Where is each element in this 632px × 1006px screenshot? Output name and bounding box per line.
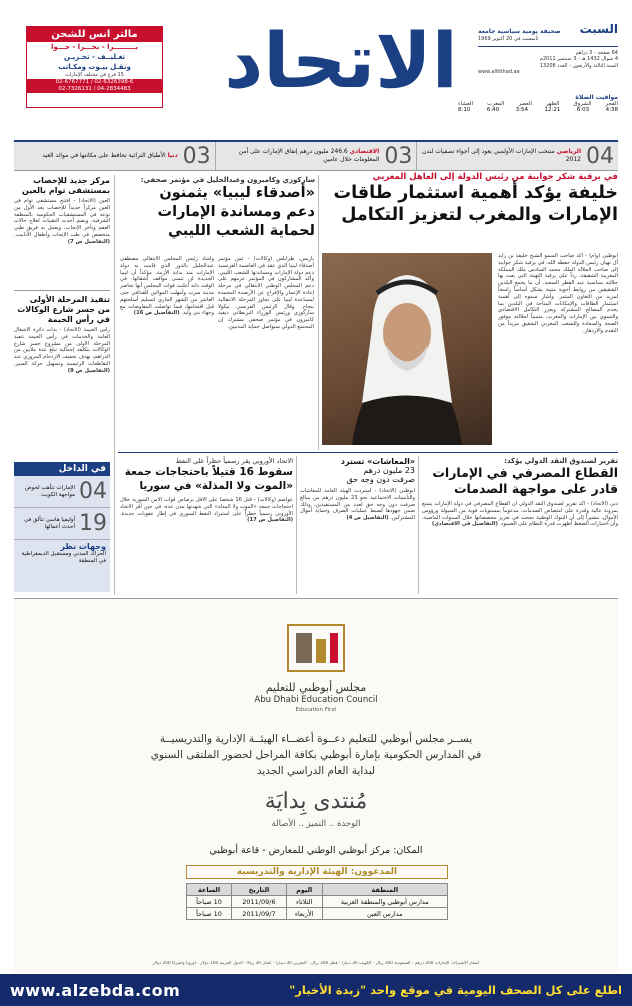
teaser-sports[interactable]: [416, 142, 618, 170]
adec-ad[interactable]: [14, 598, 618, 973]
side-body-text: العين (الاتحاد) - افتتح مستشفى توام في العين مركزاً جديداً للإخصاب يعد الأول من نوعه في المستشفيات الحكومية بالمنطقة الشرقية، ويضم أحدث التقنيات لعلاج حالات العقم وتأخر الإنجاب، ويعمل به فريق طبي متخصص في طب الإنجاب وأطفال الأنابيب.: [14, 198, 110, 238]
libya-body-left: [120, 256, 214, 448]
adec-invite-1: يســر مجلس أبوظبي للتعليم دعــوة أعضــاء الهيئــة الإدارية والتدريسيــة: [159, 733, 473, 745]
teaser-section: الاقتصادي: [349, 148, 380, 155]
pension-story: [300, 457, 415, 576]
teaser-text: 246.6 مليون درهم إنفاق الإمارات على أمن المعلومات خلال عامين: [238, 148, 380, 163]
masthead: [0, 0, 632, 140]
libya-body-text: وأشاد رئيس المجلس الانتقالي مصطفى عبدالجليل بالدور الذي قامت به دولة الإمارات منذ بداية الأزمة، مؤكداً أن ليبيا الجديدة لن تنسى مواقف أشقائها. في الوقت ذاته أعلنت قوات المجلس أنها تحاصر مدينة سرت وأمهلت الموالين للقذافي حتى العاشر من الشهر الجاري لتسليم أسلحتهم قبل اقتحامها، فيما تواصلت المفاوضات مع وجهاء بني وليد.: [120, 256, 214, 317]
footer-banner[interactable]: [0, 974, 632, 1006]
views-text[interactable]: الحراك المدني ومستقبل الديمقراطية في المنطقة: [21, 551, 106, 564]
imf-ref: (التفاصيل في الاقتصادي): [431, 521, 498, 528]
teaser-donia[interactable]: [14, 142, 215, 170]
schedule-header-row: [187, 884, 448, 896]
libya-headline-1[interactable]: «أصدقاء ليبيا» يثمنون: [159, 185, 315, 201]
shipping-ad-line3: ونقـل بيـوت ومكـاتب: [58, 63, 131, 71]
syria-ref: (التفاصيل ص 17): [247, 517, 293, 524]
syria-headline-1[interactable]: سقوط 16 قتيلاً باحتجاجات جمعة: [124, 466, 293, 478]
teaser-economy[interactable]: [215, 142, 417, 170]
schedule-cell: 10 صباحاً: [187, 896, 232, 908]
syria-body: [120, 497, 293, 577]
libya-headline-3[interactable]: لحماية الشعب الليبي: [168, 223, 315, 239]
teaser-text: الأطباق التراثية تحافظ على مكانتها في موائد العيد: [42, 152, 166, 159]
side-head1-body: [14, 198, 110, 286]
schedule-header: اليوم: [286, 884, 322, 896]
adec-council-en: Abu Dhabi Education Council: [254, 695, 378, 705]
issue-info: [478, 22, 618, 76]
schedule-cell: الثلاثاء: [286, 896, 322, 908]
side-head1-line1[interactable]: مركز جديد للإخصاب: [33, 176, 110, 185]
prayer-time: 8:10: [458, 107, 471, 113]
imf-headline-2[interactable]: قادر على مواجهة الصدمات: [453, 481, 618, 496]
adec-tag: Education First: [295, 707, 337, 713]
forum-title: مُنتدى بِدايَة: [264, 789, 368, 814]
table-row: [187, 908, 448, 920]
pension-headline-2[interactable]: صرفت دون وجه حق: [346, 475, 415, 484]
schedule-cell: 2011/09/6: [232, 896, 287, 908]
pension-body: [300, 488, 415, 576]
teaser-bar: [14, 140, 618, 171]
prayer-name: العصر: [518, 101, 532, 107]
adec-invitees: المدعوون: الهيئة الإدارية والتدريسية: [186, 865, 448, 879]
lead-story: [318, 172, 618, 226]
table-row: [187, 896, 448, 908]
portrait-illustration: [322, 253, 492, 445]
adec-invite-2: في المدارس الحكومية بإمارة أبوظبي بكافة المراحل لحضور الملتقى السنوي: [150, 749, 482, 761]
adec-logo-icon: [284, 621, 348, 675]
side-ref: (التفاصيل ص 7): [67, 238, 110, 245]
footer-slogan: اطلع على كل الصحف اليومية في موقع واحد "زبدة الأخبار": [289, 983, 622, 997]
pension-kicker: «المعاشات» تسترد: [340, 457, 415, 466]
side-head2-line1[interactable]: تنفيذ المرحلة الأولى: [29, 295, 110, 304]
issue-line3: السنة الثالثة والأربعون - العدد 13208: [539, 62, 618, 69]
inside-item[interactable]: [14, 508, 110, 540]
shipping-ad-line1: بـــــــــرا - بحـــرا - جـــوا: [50, 43, 139, 51]
teaser-number: 03: [384, 143, 413, 169]
schedule-table: [186, 883, 448, 920]
imf-kicker: تقرير لصندوق النقد الدولي يؤكد:: [504, 457, 618, 465]
imf-body-text: دبي (الاتحاد) - أكد تقرير لصندوق النقد الدولي أن القطاع المصرفي في دولة الإمارات يتمتع بمرونة عالية وقدرة على امتصاص الصدمات، مدعوماً بمستويات قوية من السيولة ورؤوس الأموال، مشيراً إلى أن البنوك الوطنية نجحت في تعزيز مخصصاتها خلال السنوات الماضية، وأن اختبارات الضغط أظهرت قدرة النظام على الصمود.: [422, 501, 618, 528]
shipping-ad-title: مالتر انس للشحن: [27, 27, 162, 42]
issue-line1: 64 صفحة - 3 دراهم: [575, 49, 618, 56]
imf-headline-1[interactable]: القطاع المصرفي في الإمارات: [432, 465, 618, 480]
lead-body-col1: [498, 253, 618, 445]
subscription-prices: أسعار الاشتراك: الإمارات 200 درهم - السعودية 300 ريال - الكويت 30 ديناراً - قطر 300 ريال - البحرين 30 ديناراً - عُمان 30 ريالاً - الدول العربية 100 دولار - أوروبا وأميركا 200 دولار: [152, 961, 480, 966]
side-ref: (التفاصيل ص 9): [67, 367, 110, 374]
teaser-number: 03: [182, 143, 211, 169]
side-body-text: رأس الخيمة (الاتحاد) - بدأت دائرة الأشغال العامة والخدمات في رأس الخيمة تنفيذ المرحلة الأولى من مشروع جسر شارع الوكالات بتكلفة إجمالية تبلغ عدة ملايين من الدراهم، بهدف تخفيف الازدحام المروري عند التقاطعات الرئيسية وتسهيل حركة السير.: [14, 327, 110, 367]
imf-story: [422, 457, 618, 573]
libya-continued: (التفاصيل ص 16): [133, 310, 180, 317]
lead-body-2: وأشار سموه إلى أهمية استثمار الطاقات والإمكانات المتاحة في البلدين بما يخدم المصالح المشتركة ويعزز التكامل الاقتصادي والتنموي بين الإمارات والمغرب، متمنياً لجلالته موفور الصحة والسعادة وللشعب المغربي الشقيق مزيداً من التقدم والازدهار.: [498, 293, 618, 334]
prayer-times: [458, 94, 618, 113]
masthead-day: السبت: [579, 22, 618, 36]
lead-photo: [322, 253, 492, 445]
lead-headline-2[interactable]: الإمارات والمغرب لتعزيز التكامل: [341, 205, 618, 225]
syria-body-text: عواصم (وكالات) - قتل 16 شخصاً على الأقل برصاص قوات الأمن السورية خلال احتجاجات جمعة «الموت ولا المذلة» التي شهدتها مدن عدة، في حين أقر الاتحاد الأوروبي رسمياً حظراً على استيراد النفط السوري في إطار عقوبات جديدة.: [120, 497, 293, 517]
inside-title: في الداخل: [14, 462, 110, 476]
prayer-time: 6:40: [486, 107, 500, 113]
schedule-cell: الأربعاء: [286, 908, 322, 920]
prayer-time: 6:03: [576, 107, 590, 113]
libya-body-text: باريس، طرابلس (وكالات) - ثمن مؤتمر أصدقاء ليبيا الذي عقد في العاصمة الفرنسية دعم دولة الإمارات ومساندتها للشعب الليبي، وأكد المشاركون في المؤتمر عزمهم على دعم المجلس الوطني الانتقالي في مرحلة إعادة الإعمار والإفراج عن الأرصدة المجمدة لمساعدة ليبيا على تجاوز المرحلة الانتقالية بنجاح. وقال الرئيس الفرنسي نيكولا ساركوزي ورئيس الوزراء البريطاني ديفيد كاميرون في مؤتمر صحفي مشترك إن المجتمع الدولي سيواصل حماية المدنيين.: [218, 256, 314, 330]
libya-headline-2[interactable]: دعم ومساندة الإمارات: [157, 204, 315, 220]
libya-body-right: [218, 256, 314, 448]
pension-ref: (التفاصيل ص 4): [346, 515, 389, 522]
logo-text: الاتحاد: [224, 15, 458, 105]
libya-story: [120, 176, 315, 241]
prayer-name: الشروق: [573, 101, 592, 107]
inside-text: أوليفيا هاسي تتألق في أحدث أعمالها: [24, 516, 75, 530]
prayer-name: المغرب: [487, 101, 505, 107]
adec-emblem: [284, 621, 348, 675]
masthead-tagline: صحيفة يومية سياسية جامعة: [478, 28, 561, 35]
side-head2-line3[interactable]: في رأس الخيمة: [47, 315, 110, 324]
inside-box: [14, 462, 110, 592]
inside-number: 19: [79, 511, 107, 536]
inside-number: 04: [79, 479, 107, 504]
teaser-number: 04: [586, 143, 614, 169]
shipping-ad-phones2: 02-7326131 / 04-2834483: [27, 86, 162, 93]
schedule-cell: مدارس العين: [322, 908, 447, 920]
lead-headline-1[interactable]: خليفة يؤكد أهمية استثمار طاقات: [333, 183, 618, 203]
forum-subtitle: الوحدة .. التميز .. الأصالة: [271, 819, 361, 829]
syria-kicker: الاتحاد الأوروبي يقر رسمياً حظراً على النفط: [175, 457, 293, 465]
imf-body: [422, 501, 618, 573]
prayer-time: 4:38: [605, 107, 618, 113]
lead-kicker: في برقية شكر جوابية من رئيس الدولة إلى العاهل المغربي: [372, 172, 618, 182]
side-head2-line2[interactable]: من جسر شارع الوكالات: [17, 305, 110, 314]
adec-invite-3: لبداية العام الدراسي الجديد: [256, 765, 376, 777]
schedule-header: التاريخ: [232, 884, 287, 896]
inside-item[interactable]: [14, 476, 110, 508]
teaser-text: منتخب الإمارات الأولمبي يعود إلى أجواء تصفيات لندن 2012: [422, 148, 581, 163]
shipping-ad-phones1: 02-6767771 / 02-6326398-6: [27, 79, 162, 86]
schedule-cell: مدارس أبوظبي والمنطقة الغربية: [322, 896, 447, 908]
adec-venue: المكان: مركز أبوظبي الوطني للمعارض - قاعة أبوظبي: [209, 845, 423, 856]
pension-headline-1[interactable]: 23 مليون درهم: [363, 466, 415, 475]
teaser-section: دنيا: [167, 152, 178, 159]
side-head2-body: [14, 327, 110, 425]
masthead-website[interactable]: www.alittihad.ae: [478, 69, 520, 76]
schedule-cell: 10 صباحاً: [187, 908, 232, 920]
footer-site[interactable]: www.alzebda.com: [10, 980, 181, 1000]
prayer-name: العشاء: [458, 101, 474, 107]
shipping-ad-line4: 15 فرع في مختلف الإمارات: [65, 72, 124, 78]
lead-body-1: أبوظبي (وام) - أكد صاحب السمو الشيخ خليفة بن زايد آل نهيان رئيس الدولة حفظه الله، في برقية شكر جوابية إلى صاحب الجلالة الملك محمد السادس ملك المملكة المغربية الشقيقة، رداً على برقية التهنئة التي بعث بها جلالته بمناسبة عيد الفطر السعيد، أن ما يجمع البلدين الشقيقين من روابط أخوية متينة يشكل أساساً راسخاً لمزيد من التعاون المثمر.: [498, 253, 618, 300]
prayer-time: 12:21: [544, 107, 561, 113]
schedule-header: الساعة: [187, 884, 232, 896]
schedule-cell: 2011/09/7: [232, 908, 287, 920]
side-head1-line2[interactable]: بمستشفى توام بالعين: [22, 186, 110, 195]
teaser-section: الرياضي: [556, 148, 581, 155]
prayer-name: الفجر: [605, 101, 618, 107]
shipping-ad-line2: تغـليــف - تخـزيـن: [63, 53, 126, 61]
syria-headline-2[interactable]: «الموت ولا المذلة» في سوريا: [139, 480, 293, 492]
newspaper-logo: [196, 10, 486, 110]
issue-line2: 4 شوال 1432 هـ - 3 سبتمبر 2011م: [539, 56, 618, 63]
shipping-ad[interactable]: [26, 26, 163, 108]
syria-story: [120, 457, 293, 577]
views-title: وجهات نظر: [60, 542, 106, 551]
prayer-time: 3:54: [515, 107, 529, 113]
inside-text: الإمارات تتأهب لخوض مواجهة الكويت: [24, 484, 75, 498]
adec-council-ar: مجلس أبوظبي للتعليم: [265, 681, 367, 694]
schedule-header: المنطقة: [322, 884, 447, 896]
prayer-name: الظهر: [546, 101, 560, 107]
prayer-title: مواقيت الصلاة: [575, 94, 618, 101]
libya-kicker: ساركوزي وكاميرون وعبدالجليل في مؤتمر صحفي:: [140, 176, 315, 184]
pension-body-text: أبوظبي (الاتحاد) - استردت الهيئة العامة للمعاشات والتأمينات الاجتماعية نحو 23 مليون درهم من مبالغ صرفت دون وجه حق لعدد من المستفيدين، وذلك ضمن جهودها لضبط عمليات الصرف وحماية أموال المشتركين.: [300, 488, 415, 522]
side-column: [14, 176, 110, 425]
masthead-founded: تأسست في 20 أكتوبر 1969: [478, 36, 539, 42]
